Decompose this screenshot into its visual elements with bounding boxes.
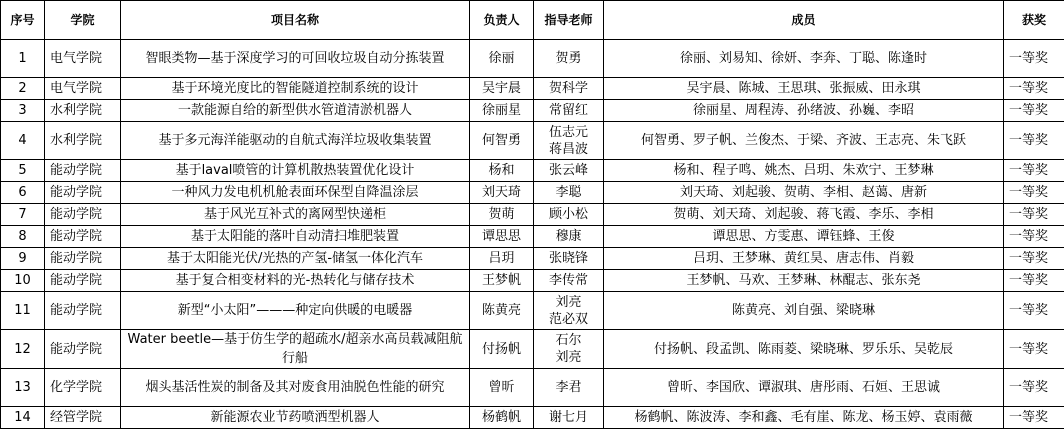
row-award: 一等奖 <box>1004 204 1064 226</box>
row-no: 10 <box>1 270 45 292</box>
table-row <box>1 160 1064 182</box>
row-advisor: 穆康 <box>534 226 604 248</box>
row-leader: 贺萌 <box>470 204 534 226</box>
header-award: 获奖 <box>1004 1 1064 40</box>
row-no: 12 <box>1 330 45 369</box>
row-members: 王梦帆、马欢、王梦琳、林醌志、张东尧 <box>604 270 1004 292</box>
row-project: 基于多元海洋能驱动的自航式海洋垃圾收集装置 <box>121 122 470 160</box>
row-advisor: 石尔 刘亮 <box>534 330 604 369</box>
row-leader: 付扬帆 <box>470 330 534 369</box>
row-members: 贺萌、刘天琦、刘起骏、蒋飞霞、李乐、李相 <box>604 204 1004 226</box>
table-row <box>1 292 1064 330</box>
row-award: 一等奖 <box>1004 270 1064 292</box>
row-members: 徐丽、刘易知、徐妍、李奔、丁聪、陈逢时 <box>604 40 1004 78</box>
row-members: 谭思思、方雯惠、谭钰蜂、王俊 <box>604 226 1004 248</box>
row-award: 一等奖 <box>1004 407 1064 429</box>
header-advisor: 指导老师 <box>534 1 604 40</box>
row-no: 11 <box>1 292 45 330</box>
row-project: 基于风光互补式的离网型快递柜 <box>121 204 470 226</box>
row-project: 基于laval喷管的计算机散热装置优化设计 <box>121 160 470 182</box>
table-row <box>1 40 1064 78</box>
row-project: Water beetle—基于仿生学的超疏水/超亲水高员载减阻航行船 <box>121 330 470 369</box>
table-row <box>1 407 1064 429</box>
row-advisor: 伍志元 蒋昌波 <box>534 122 604 160</box>
row-leader: 何智勇 <box>470 122 534 160</box>
row-project: 一款能源自给的新型供水管道清淤机器人 <box>121 100 470 122</box>
row-no: 13 <box>1 369 45 407</box>
row-college: 经管学院 <box>45 407 121 429</box>
row-college: 电气学院 <box>45 40 121 78</box>
row-advisor: 李聪 <box>534 182 604 204</box>
row-college: 水利学院 <box>45 122 121 160</box>
header-no: 序号 <box>1 1 45 40</box>
row-college: 能动学院 <box>45 248 121 270</box>
row-leader: 徐丽 <box>470 40 534 78</box>
header-members: 成员 <box>604 1 1004 40</box>
row-leader: 徐丽星 <box>470 100 534 122</box>
row-award: 一等奖 <box>1004 226 1064 248</box>
row-award: 一等奖 <box>1004 160 1064 182</box>
row-advisor: 常留红 <box>534 100 604 122</box>
row-no: 14 <box>1 407 45 429</box>
row-award: 一等奖 <box>1004 100 1064 122</box>
row-no: 3 <box>1 100 45 122</box>
row-members: 吕玥、王梦琳、黄红昊、唐志伟、肖毅 <box>604 248 1004 270</box>
row-leader: 杨和 <box>470 160 534 182</box>
row-members: 曾昕、李国欣、谭淑琪、唐彤雨、石姮、王思诚 <box>604 369 1004 407</box>
row-project: 新型“小太阳”———种定向供暖的电暖器 <box>121 292 470 330</box>
row-leader: 王梦帆 <box>470 270 534 292</box>
row-advisor: 谢七月 <box>534 407 604 429</box>
row-members: 杨鹤帆、陈波涛、李和鑫、毛有崖、陈龙、杨玉婷、袁雨薇 <box>604 407 1004 429</box>
row-college: 能动学院 <box>45 270 121 292</box>
row-college: 能动学院 <box>45 204 121 226</box>
row-award: 一等奖 <box>1004 122 1064 160</box>
row-college: 能动学院 <box>45 182 121 204</box>
row-leader: 谭思思 <box>470 226 534 248</box>
row-leader: 杨鹤帆 <box>470 407 534 429</box>
table-row <box>1 248 1064 270</box>
row-no: 7 <box>1 204 45 226</box>
row-college: 能动学院 <box>45 292 121 330</box>
row-members: 刘天琦、刘起骏、贺萌、李相、赵蔼、唐新 <box>604 182 1004 204</box>
row-college: 能动学院 <box>45 226 121 248</box>
row-members: 吴宇晨、陈城、王思琪、张振威、田永琪 <box>604 78 1004 100</box>
row-members: 徐丽星、周程涛、孙绪波、孙巍、李昭 <box>604 100 1004 122</box>
row-leader: 陈黄亮 <box>470 292 534 330</box>
row-project: 智眼类物—基于深度学习的可回收垃圾自动分拣装置 <box>121 40 470 78</box>
header-row <box>1 1 1064 40</box>
table-row <box>1 226 1064 248</box>
row-project: 基于太阳能的落叶自动清扫堆肥装置 <box>121 226 470 248</box>
row-college: 化学学院 <box>45 369 121 407</box>
row-project: 基于复合相变材料的光-热转化与储存技术 <box>121 270 470 292</box>
row-project: 一种风力发电机机舱表面环保型自降温涂层 <box>121 182 470 204</box>
row-college: 能动学院 <box>45 330 121 369</box>
row-leader: 刘天琦 <box>470 182 534 204</box>
row-college: 水利学院 <box>45 100 121 122</box>
table-row <box>1 270 1064 292</box>
row-award: 一等奖 <box>1004 369 1064 407</box>
row-advisor: 李传常 <box>534 270 604 292</box>
header-college: 学院 <box>45 1 121 40</box>
row-advisor: 李君 <box>534 369 604 407</box>
row-leader: 吕玥 <box>470 248 534 270</box>
row-advisor: 张晓锋 <box>534 248 604 270</box>
row-college: 能动学院 <box>45 160 121 182</box>
table-row <box>1 330 1064 369</box>
table-row <box>1 369 1064 407</box>
row-project: 新能源农业节药喷洒型机器人 <box>121 407 470 429</box>
row-leader: 曾昕 <box>470 369 534 407</box>
row-award: 一等奖 <box>1004 78 1064 100</box>
row-advisor: 贺科学 <box>534 78 604 100</box>
row-award: 一等奖 <box>1004 182 1064 204</box>
row-no: 9 <box>1 248 45 270</box>
header-project: 项目名称 <box>121 1 470 40</box>
row-award: 一等奖 <box>1004 40 1064 78</box>
table-row <box>1 78 1064 100</box>
row-no: 8 <box>1 226 45 248</box>
row-award: 一等奖 <box>1004 248 1064 270</box>
table-row <box>1 182 1064 204</box>
row-advisor: 刘亮 范必双 <box>534 292 604 330</box>
row-members: 杨和、程子鸣、姚杰、吕玥、朱欢宁、王梦琳 <box>604 160 1004 182</box>
row-advisor: 顾小松 <box>534 204 604 226</box>
row-college: 电气学院 <box>45 78 121 100</box>
row-project: 烟头基活性炭的制备及其对废食用油脱色性能的研究 <box>121 369 470 407</box>
header-leader: 负责人 <box>470 1 534 40</box>
row-no: 2 <box>1 78 45 100</box>
row-members: 付扬帆、段孟凯、陈雨菱、梁晓琳、罗乐乐、吴乾辰 <box>604 330 1004 369</box>
row-members: 陈黄亮、刘自强、梁晓琳 <box>604 292 1004 330</box>
row-leader: 吴宇晨 <box>470 78 534 100</box>
row-award: 一等奖 <box>1004 330 1064 369</box>
row-members: 何智勇、罗子帆、兰俊杰、于梁、齐波、王志亮、朱飞跃 <box>604 122 1004 160</box>
table-row <box>1 100 1064 122</box>
row-no: 4 <box>1 122 45 160</box>
row-project: 基于环境光度比的智能隧道控制系统的设计 <box>121 78 470 100</box>
row-no: 1 <box>1 40 45 78</box>
row-award: 一等奖 <box>1004 292 1064 330</box>
row-project: 基于太阳能光伏/光热的产氢-储氢一体化汽车 <box>121 248 470 270</box>
row-no: 6 <box>1 182 45 204</box>
row-no: 5 <box>1 160 45 182</box>
row-advisor: 张云峰 <box>534 160 604 182</box>
table-row <box>1 122 1064 160</box>
table-row <box>1 204 1064 226</box>
row-advisor: 贺勇 <box>534 40 604 78</box>
